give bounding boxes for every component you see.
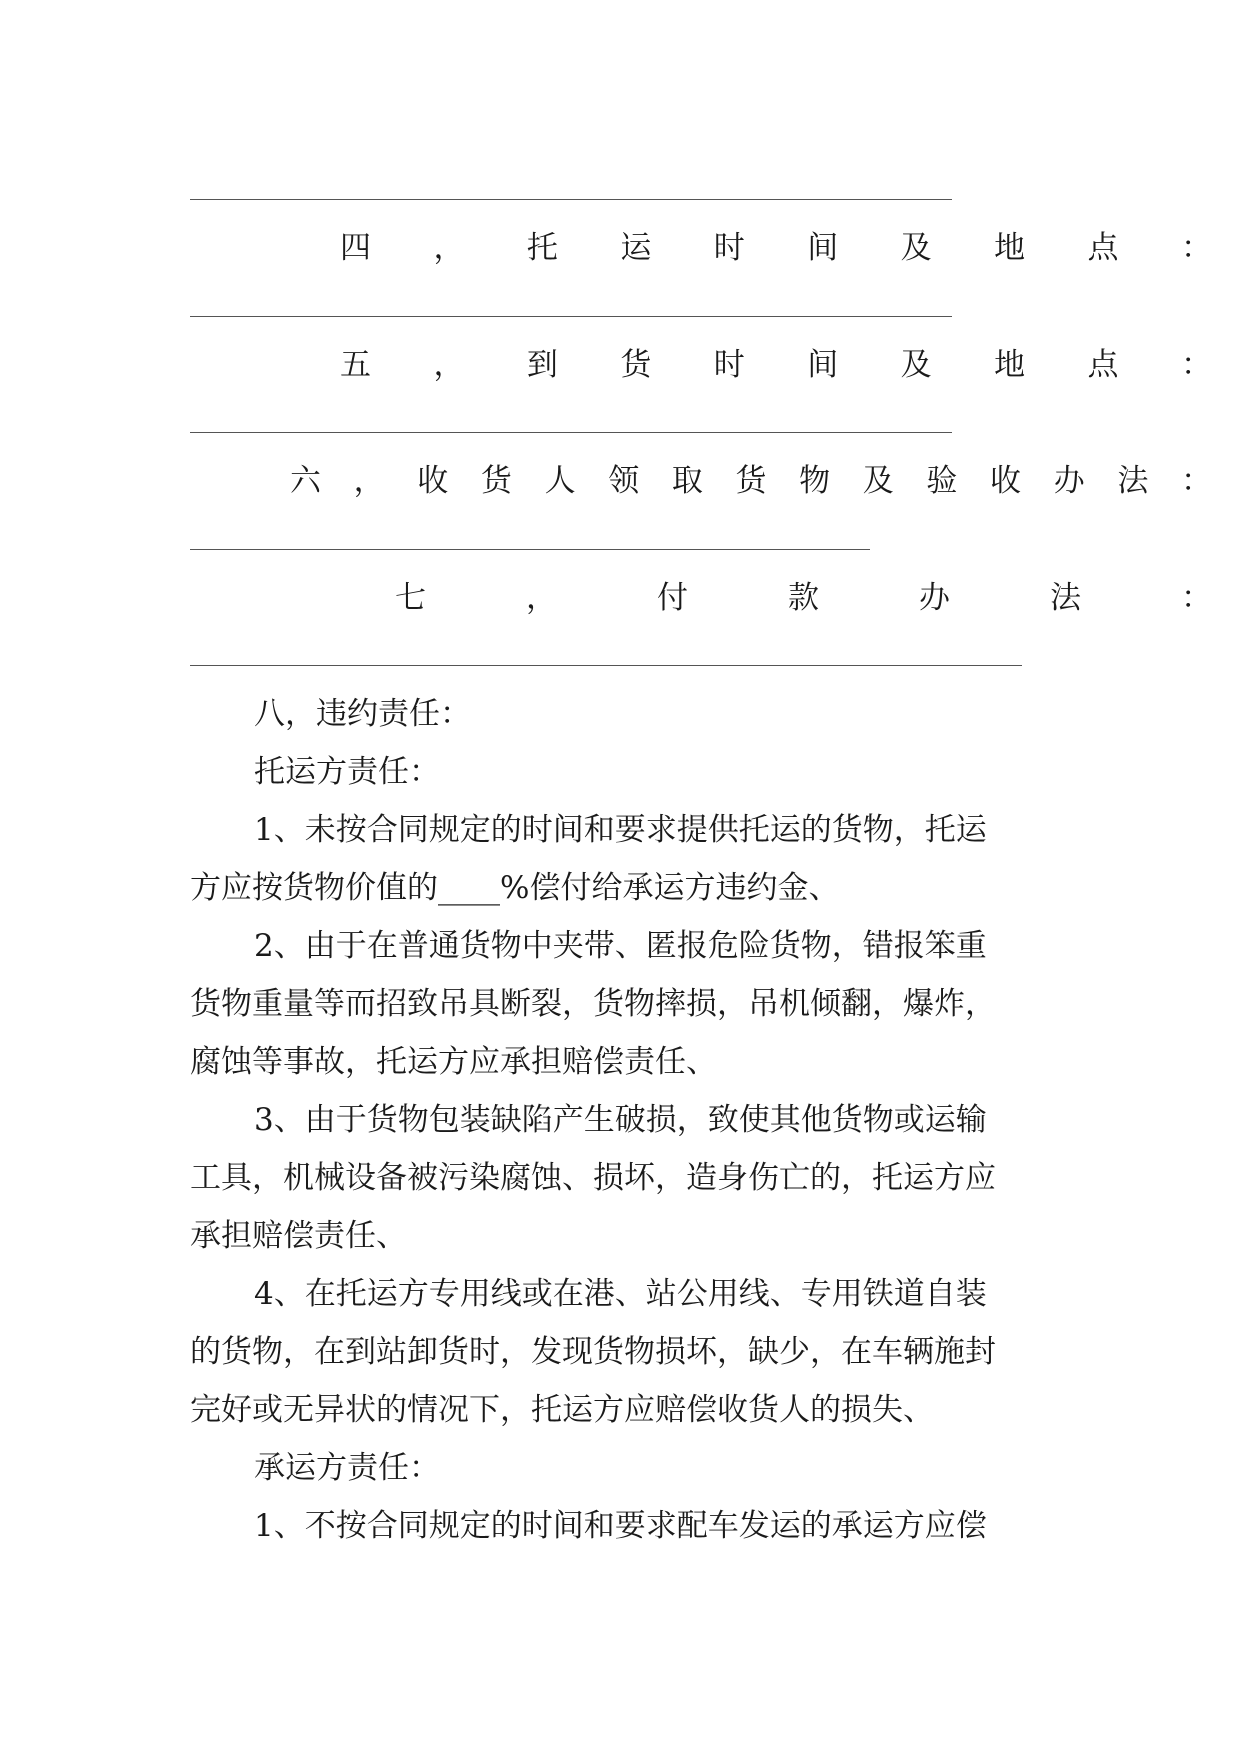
paragraph-line: 工具，机械设备被污染腐蚀、损坏，造身伤亡的，托运方应	[190, 1160, 996, 1196]
section-char: 货	[735, 462, 767, 499]
section-char: ：	[1181, 579, 1212, 616]
blank-rule	[190, 316, 952, 317]
section-char: 法	[1050, 579, 1081, 616]
paragraph-line: 2、由于在普通货物中夹带、匿报危险货物，错报笨重	[254, 928, 987, 964]
section-char: 验	[926, 462, 958, 499]
section-char: 收	[417, 462, 449, 499]
paragraph-line: 3、由于货物包装缺陷产生破损，致使其他货物或运输	[254, 1102, 987, 1138]
section-char: 四	[340, 229, 371, 266]
section-char: ，	[353, 462, 385, 499]
section-char: 办	[1053, 462, 1085, 499]
section-char: 到	[526, 346, 558, 383]
section-6-heading	[190, 455, 1212, 499]
section-char: ，	[433, 346, 465, 383]
paragraph-line: 完好或无异状的情况下，托运方应赔偿收货人的损失、	[190, 1392, 934, 1428]
section-char: ，	[526, 579, 557, 616]
section-char: ：	[1180, 346, 1212, 383]
section-char: 托	[526, 229, 558, 266]
blank-rule	[190, 665, 1022, 666]
section-char: 间	[807, 346, 839, 383]
paragraph-line: 承担赔偿责任、	[190, 1218, 407, 1254]
section-char: 及	[900, 229, 932, 266]
section-char: 货	[480, 462, 512, 499]
section-char: 及	[862, 462, 894, 499]
paragraph-line: 1、未按合同规定的时间和要求提供托运的货物，托运	[254, 812, 987, 848]
section-char: 点	[1087, 346, 1119, 383]
section-char: 办	[919, 579, 950, 616]
paragraph-line: 4、在托运方专用线或在港、站公用线、专用铁道自装	[254, 1276, 987, 1312]
section-char: 地	[994, 346, 1026, 383]
section-char: 收	[990, 462, 1022, 499]
section-char: 七	[395, 579, 426, 616]
carrier-liability-heading: 承运方责任：	[254, 1450, 440, 1486]
blank-rule	[190, 199, 952, 200]
blank-rule	[190, 432, 952, 433]
paragraph-line: 腐蚀等事故，托运方应承担赔偿责任、	[190, 1044, 717, 1080]
section-char: 时	[713, 229, 745, 266]
breach-liability-heading: 八，违约责任：	[254, 696, 471, 732]
section-4-heading	[190, 222, 1212, 266]
section-char: 时	[713, 346, 745, 383]
section-char: 货	[620, 346, 652, 383]
section-char: ：	[1180, 462, 1212, 499]
section-char: 地	[994, 229, 1026, 266]
section-char: 付	[657, 579, 688, 616]
paragraph-line: 的货物，在到站卸货时，发现货物损坏，缺少，在车辆施封	[190, 1334, 996, 1370]
section-char: 取	[671, 462, 703, 499]
section-char: 间	[807, 229, 839, 266]
section-char: 人	[544, 462, 576, 499]
section-char: 点	[1087, 229, 1119, 266]
section-char: ，	[433, 229, 465, 266]
section-7-heading	[190, 572, 1212, 616]
section-char: ：	[1180, 229, 1212, 266]
section-char: 及	[900, 346, 932, 383]
section-char: 运	[620, 229, 652, 266]
section-char: 物	[799, 462, 831, 499]
paragraph-line: 1、不按合同规定的时间和要求配车发运的承运方应偿	[254, 1508, 987, 1544]
section-char: 五	[340, 346, 371, 383]
section-char: 六	[290, 462, 321, 499]
shipper-liability-heading: 托运方责任：	[254, 754, 440, 790]
paragraph-line: 货物重量等而招致吊具断裂，货物摔损，吊机倾翻，爆炸，	[190, 986, 996, 1022]
section-5-heading	[190, 339, 1212, 383]
section-char: 领	[608, 462, 640, 499]
section-char: 法	[1117, 462, 1149, 499]
section-char: 款	[788, 579, 819, 616]
paragraph-line: 方应按货物价值的____%偿付给承运方违约金、	[190, 870, 840, 906]
blank-rule	[190, 549, 870, 550]
